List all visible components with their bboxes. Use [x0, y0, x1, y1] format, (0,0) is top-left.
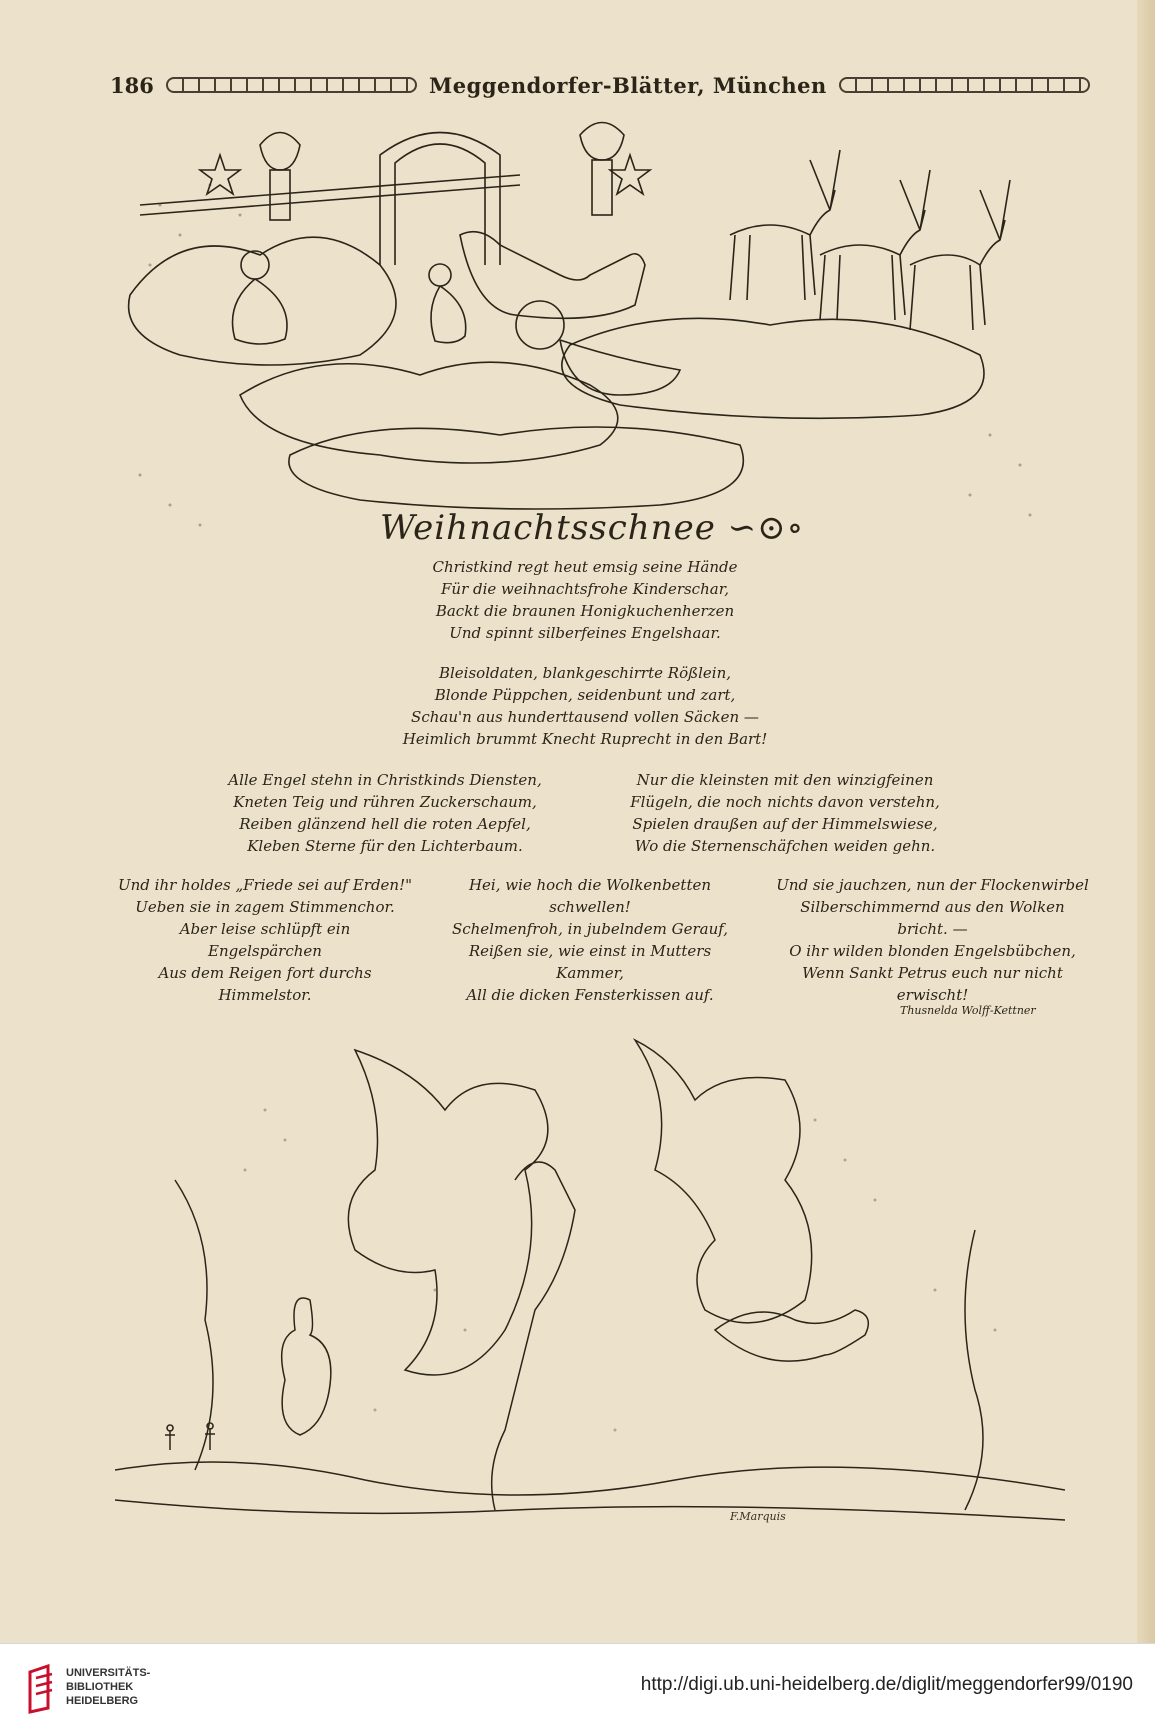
page-header — [110, 70, 1090, 100]
poem-line: Ueben sie in zagem Stimmenchor. — [135, 898, 395, 916]
poem-author: Thusnelda Wolff-Kettner — [900, 1004, 1036, 1017]
poem-line: Kammer, — [556, 964, 624, 982]
poem-line: Spielen draußen auf der Himmelswiese, — [632, 815, 938, 833]
stanza-6 — [430, 874, 750, 1006]
angels-sleigh-reindeer-illustration — [120, 115, 1060, 535]
page-number: 186 — [110, 72, 154, 98]
viewer-footer — [0, 1643, 1155, 1733]
poem-line: Engelspärchen — [208, 942, 322, 960]
reindeer-group — [730, 150, 1010, 330]
poem-line: Flügeln, die noch nichts davon verstehn, — [630, 793, 940, 811]
library-name-line: UNIVERSITÄTS- — [66, 1667, 151, 1679]
poem-title-text: Weihnachtsschnee — [380, 508, 716, 548]
stanza-4 — [605, 769, 965, 857]
library-name — [66, 1666, 150, 1708]
snow-dots — [139, 184, 1032, 527]
poem-line: Kneten Teig und rühren Zuckerschaum, — [233, 793, 537, 811]
stanza-7 — [765, 874, 1100, 1006]
poem-line: Alle Engel stehn in Christkinds Diensten, — [228, 771, 542, 789]
snowy-forest-hare-illustration — [115, 1030, 1065, 1550]
poem-line: Nur die kleinsten mit den winzigfeinen — [636, 771, 934, 789]
poem-line: Kleben Sterne für den Lichterbaum. — [247, 837, 523, 855]
right-ornament-border — [839, 77, 1090, 93]
poem-line: Himmelstor. — [218, 986, 312, 1004]
hare-left — [282, 1298, 331, 1435]
poem-line: Aber leise schlüpft ein — [179, 920, 351, 938]
poem-line: Wo die Sternenschäfchen weiden gehn. — [634, 837, 936, 855]
poem-line: Heimlich brummt Knecht Ruprecht in den Bart! — [402, 730, 768, 748]
poem-line: Blonde Püppchen, seidenbunt und zart, — [434, 686, 736, 704]
poem-line: Schelmenfroh, in jubelndem Gerauf, — [451, 920, 729, 938]
library-name-line: BIBLIOTHEK — [66, 1681, 134, 1693]
left-ornament-border — [166, 77, 417, 93]
poem-title — [380, 508, 805, 548]
source-url-link[interactable]: http://digi.ub.uni-heidelberg.de/diglit/meggendorfer99/0190 — [640, 1674, 1133, 1695]
stanza-5 — [100, 874, 430, 1006]
artist-signature: F.Marquis — [730, 1510, 786, 1523]
masthead-title: Meggendorfer-Blätter, München — [429, 72, 827, 98]
hare-right — [715, 1310, 868, 1361]
poem-line: Bleisoldaten, blankgeschirrte Rößlein, — [438, 664, 732, 682]
poem-line: Und ihr holdes „Friede sei auf Erden!" — [117, 876, 413, 894]
poem-line: Wenn Sankt Petrus euch nur nicht — [802, 964, 1063, 982]
poem-line: Hei, wie hoch die Wolkenbetten — [468, 876, 712, 894]
poem-line: schwellen! — [549, 898, 631, 916]
stanza-1 — [405, 556, 765, 644]
poem-line: Und sie jauchzen, nun der Flockenwirbel — [776, 876, 1089, 894]
title-flourish-icon: ∽⊙∘ — [715, 508, 805, 548]
library-name-line: HEIDELBERG — [66, 1695, 139, 1707]
page-edge — [1137, 0, 1155, 1643]
poem-line: O ihr wilden blonden Engelsbübchen, — [789, 942, 1076, 960]
stanza-3 — [205, 769, 565, 857]
poem-line: erwischt! — [896, 986, 969, 1004]
poem-line: Und spinnt silberfeines Engelshaar. — [449, 624, 721, 642]
poem-line: Silberschimmernd aus den Wolken — [800, 898, 1065, 916]
university-library-logo-icon — [26, 1664, 56, 1714]
poem-line: Christkind regt heut emsig seine Hände — [432, 558, 738, 576]
poem-line: Reiben glänzend hell die roten Aepfel, — [239, 815, 531, 833]
poem-line: All die dicken Fensterkissen auf. — [466, 986, 714, 1004]
poem-line: Schau'n aus hunderttausend vollen Säcken — — [411, 708, 759, 726]
poem-line: Reißen sie, wie einst in Mutters — [468, 942, 712, 960]
poem-line: Für die weihnachtsfrohe Kinderschar, — [441, 580, 729, 598]
poem-line: Backt die braunen Honigkuchenherzen — [435, 602, 735, 620]
poem-line: bricht. — — [897, 920, 968, 938]
stanza-2 — [385, 662, 785, 750]
poem-line: Aus dem Reigen fort durchs — [158, 964, 372, 982]
